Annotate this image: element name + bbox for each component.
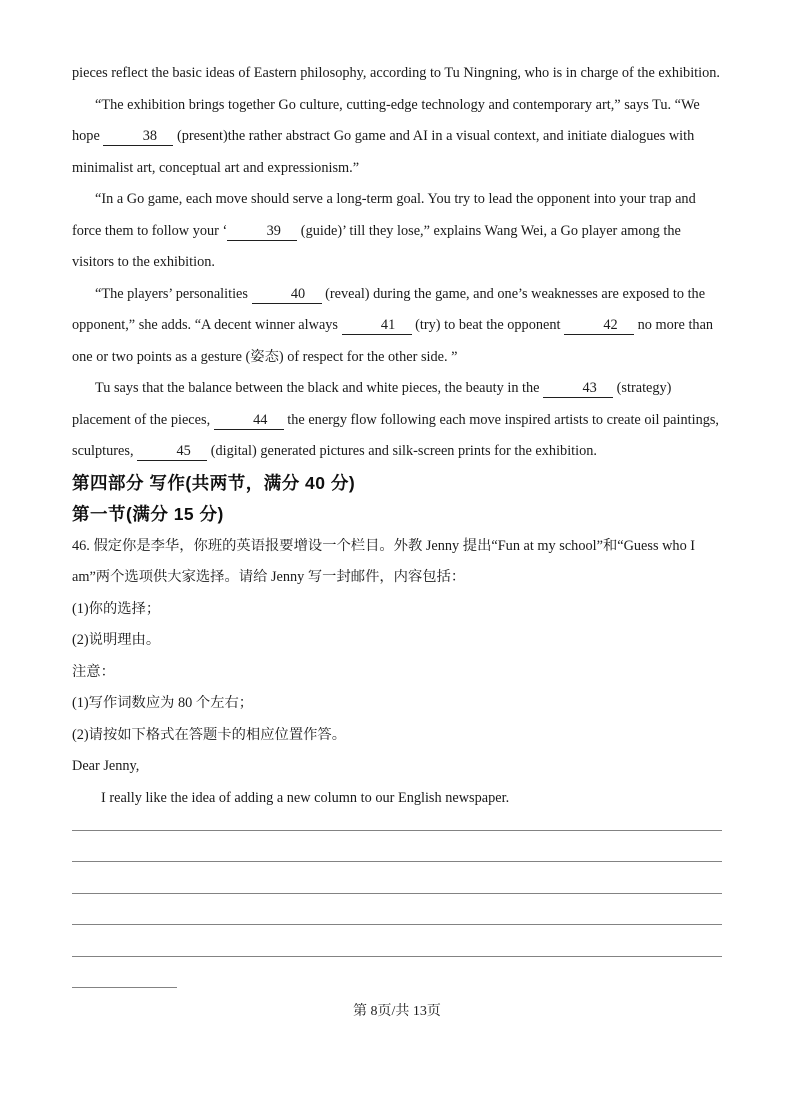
letter-opening: I really like the idea of adding a new column to our English newspaper.: [101, 789, 510, 806]
content-point: (1)你的选择；: [72, 600, 161, 617]
fill-blank-38: 38: [103, 128, 173, 146]
fill-blank-45: 45: [137, 443, 207, 461]
passage-paragraph: “In a Go game, each move should serve a long-term goal. You try to lead the opponent into your trap and force them to follow your ‘ 39 (guide)’ till they lose,” explains Wang Wei, a Go player among the visitors to the exhibition.: [72, 191, 696, 270]
answer-line-short: [72, 957, 177, 988]
answer-line: [72, 925, 722, 956]
note-item: (1)写作词数应为 80 个左右；: [72, 695, 254, 711]
notes-label: 注意：: [72, 663, 115, 680]
passage-paragraph: “The players’ personalities 40 (reveal) during the game, and one’s weaknesses are exposed to the opponent,” she adds. “A decent winner always 41 (try) to beat the opponent 42 no more than one or two points as a gesture (姿态) of respect for the other side. ”: [72, 285, 714, 365]
note-item: (2)请按如下格式在答题卡的相应位置作答。: [72, 726, 347, 743]
answer-line: [72, 894, 722, 925]
passage-paragraph: pieces reflect the basic ideas of Eastern philosophy, according to Tu Ningning, who is in charge of the exhibition.: [72, 65, 720, 81]
fill-blank-42: 42: [564, 317, 634, 335]
passage-paragraph: Tu says that the balance between the black and white pieces, the beauty in the 43 (strategy) placement of the pieces, 44 the energy flow following each move inspired artists to create oil paintings, sculptures, 45 (digital) generated pictures and silk-screen prints for the exhibition.: [72, 380, 719, 459]
fill-blank-41: 41: [342, 317, 412, 335]
passage: [72, 58, 722, 468]
content-points: [72, 594, 722, 657]
answer-line: [72, 814, 722, 831]
passage-paragraph: “The exhibition brings together Go culture, cutting-edge technology and contemporary art,” says Tu. “We hope 38 (present)the rather abstract Go game and AI in a visual context, and initiate dialogues with minimalist art, conceptual art and expressionism.”: [72, 96, 700, 176]
question-46-prompt: 46. 假定你是李华，你班的英语报要增设一个栏目。外教 Jenny 提出“Fun at my school”和“Guess who I am”两个选项供大家选择。请给 Jenny 写一封邮件，内容包括：: [72, 537, 696, 585]
fill-blank-40: 40: [252, 286, 322, 304]
section1-heading: 第一节(满分 15 分): [72, 504, 224, 524]
fill-blank-44: 44: [214, 412, 284, 430]
notes-list: [72, 688, 722, 751]
content-point: (2)说明理由。: [72, 632, 161, 648]
answer-line: [72, 831, 722, 862]
part4-heading: 第四部分 写作(共两节，满分 40 分): [72, 472, 356, 493]
page-footer: 第 8页/共 13页: [353, 1003, 441, 1019]
fill-blank-43: 43: [543, 380, 613, 398]
answer-line: [72, 862, 722, 893]
fill-blank-39: 39: [227, 223, 297, 241]
answer-lines: [72, 814, 722, 988]
letter-salutation: Dear Jenny,: [72, 758, 140, 774]
